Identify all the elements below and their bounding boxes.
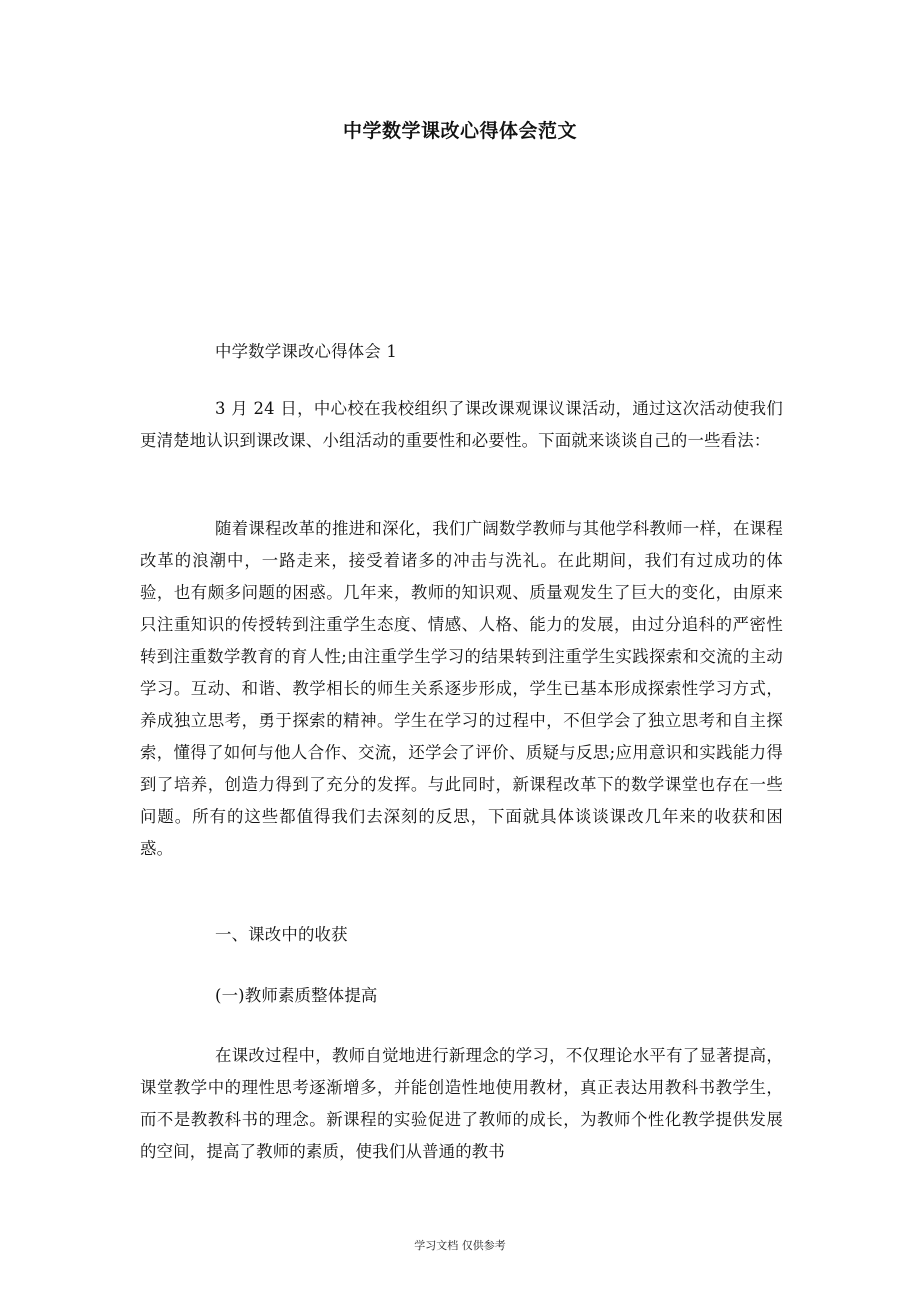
paragraph-3	[140, 1040, 783, 1168]
paragraph-3-text: 在课改过程中，教师自觉地进行新理念的学习，不仅理论水平有了显著提高，课堂教学中的理性思考逐渐增多，并能创造性地使用教材，真正表达用教科书教学生，而不是教教科书的理念。新课程的实验促进了教师的成长，为教师个性化教学提供发展的空间，提高了教师的素质，使我们从普通的教书	[140, 1046, 783, 1161]
heading-harvest: 一、课改中的收获	[215, 925, 348, 944]
paragraph-2-text: 随着课程改革的推进和深化，我们广阔数学教师与其他学科教师一样，在课程改革的浪潮中，一路走来，接受着诸多的冲击与洗礼。在此期间，我们有过成功的体验，也有颇多问题的困惑。几年来，教师的知识观、质量观发生了巨大的变化，由原来只注重知识的传授转到注重学生态度、情感、人格、能力的发展，由过分追科的严密性转到注重数学教育的育人性;由注重学生学习的结果转到注重学生实践探索和交流的主动学习。互动、和谐、教学相长的师生关系逐步形成，学生已基本形成探索性学习方式，养成独立思考，勇于探索的精神。学生在学习的过程中，不但学会了独立思考和自主探索，懂得了如何与他人合作、交流，还学会了评价、质疑与反思;应用意识和实践能力得到了培养，创造力得到了充分的发挥。与此同时，新课程改革下的数学课堂也存在一些问题。所有的这些都值得我们去深刻的反思，下面就具体谈谈课改几年来的收获和困惑。	[140, 519, 783, 858]
section-heading: 中学数学课改心得体会 1	[215, 342, 397, 361]
paragraph-2	[140, 513, 783, 865]
paragraph-1	[140, 393, 783, 457]
heading-teacher-quality: (一)教师素质整体提高	[215, 986, 378, 1005]
paragraph-1-text: 3 月 24 日，中心校在我校组织了课改课观课议课活动，通过这次活动使我们更清楚地认识到课改课、小组活动的重要性和必要性。下面就来谈谈自己的一些看法：	[140, 399, 783, 450]
page-footer: 学习文档 仅供参考	[414, 1239, 506, 1252]
document-title: 中学数学课改心得体会范文	[342, 120, 577, 142]
